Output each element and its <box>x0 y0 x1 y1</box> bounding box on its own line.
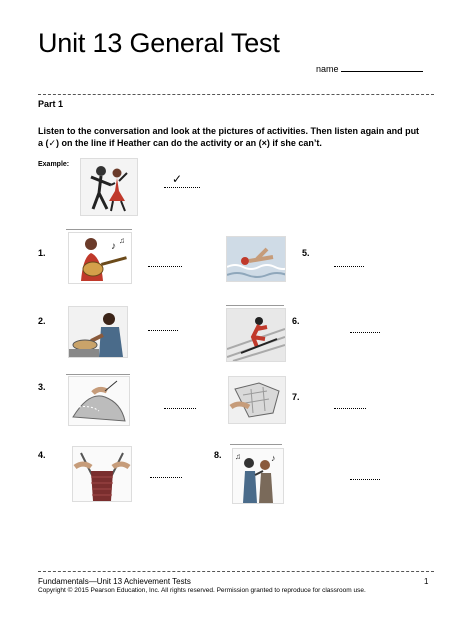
item-number: 5. <box>302 248 310 258</box>
knitting-icon <box>72 446 132 502</box>
example-answer-line <box>164 186 200 188</box>
footer-divider <box>38 571 434 572</box>
sewing-icon <box>68 376 130 426</box>
picture-rule <box>230 444 282 445</box>
header-divider <box>38 94 434 95</box>
dancing-couple-icon <box>80 158 138 216</box>
singer-icon <box>232 448 284 504</box>
answer-line[interactable] <box>350 478 380 480</box>
item-number: 8. <box>214 450 222 460</box>
example-label: Example: <box>38 161 70 168</box>
answer-line[interactable] <box>148 265 182 267</box>
svg-text:♫: ♫ <box>235 452 241 461</box>
map-icon <box>228 376 286 424</box>
picture-rule <box>66 229 132 230</box>
svg-text:♪: ♪ <box>271 453 276 463</box>
svg-text:♪: ♪ <box>111 241 116 252</box>
cooking-icon <box>68 306 128 358</box>
picture-rule <box>66 374 130 375</box>
answer-line[interactable] <box>334 265 364 267</box>
item-number: 2. <box>38 316 46 326</box>
picture-rule <box>226 305 284 306</box>
part-heading: Part 1 <box>38 99 64 109</box>
item-number: 7. <box>292 392 300 402</box>
page-title: Unit 13 General Test <box>38 28 280 58</box>
item-number: 3. <box>38 382 46 392</box>
answer-line[interactable] <box>150 476 182 478</box>
instruction-line-1: Listen to the conversation and look at the pictures of activities. Then listen again and put <box>38 126 420 136</box>
item-number: 6. <box>292 316 300 326</box>
item-number: 4. <box>38 450 46 460</box>
swimmer-icon <box>226 236 286 282</box>
guitar-player-icon <box>68 232 132 284</box>
name-field[interactable] <box>316 63 423 74</box>
page-number: 1 <box>424 577 429 586</box>
answer-line[interactable] <box>350 331 380 333</box>
answer-line[interactable] <box>148 329 178 331</box>
svg-text:♫: ♫ <box>119 236 125 245</box>
example-answer-check: ✓ <box>172 172 183 186</box>
name-line[interactable] <box>341 63 423 72</box>
answer-line[interactable] <box>164 407 196 409</box>
instruction-line-2: a (✓) on the line if Heather can do the activity or an (×) if she can’t. <box>38 138 322 148</box>
answer-line[interactable] <box>334 407 366 409</box>
item-number: 1. <box>38 248 46 258</box>
skier-icon <box>226 308 286 362</box>
name-label: name <box>316 64 339 74</box>
footer-title: Fundamentals—Unit 13 Achievement Tests <box>38 577 191 586</box>
instructions <box>38 125 438 149</box>
copyright: Copyright © 2015 Pearson Education, Inc. All rights reserved. Permission granted to reproduce for classroom use. <box>38 587 366 594</box>
